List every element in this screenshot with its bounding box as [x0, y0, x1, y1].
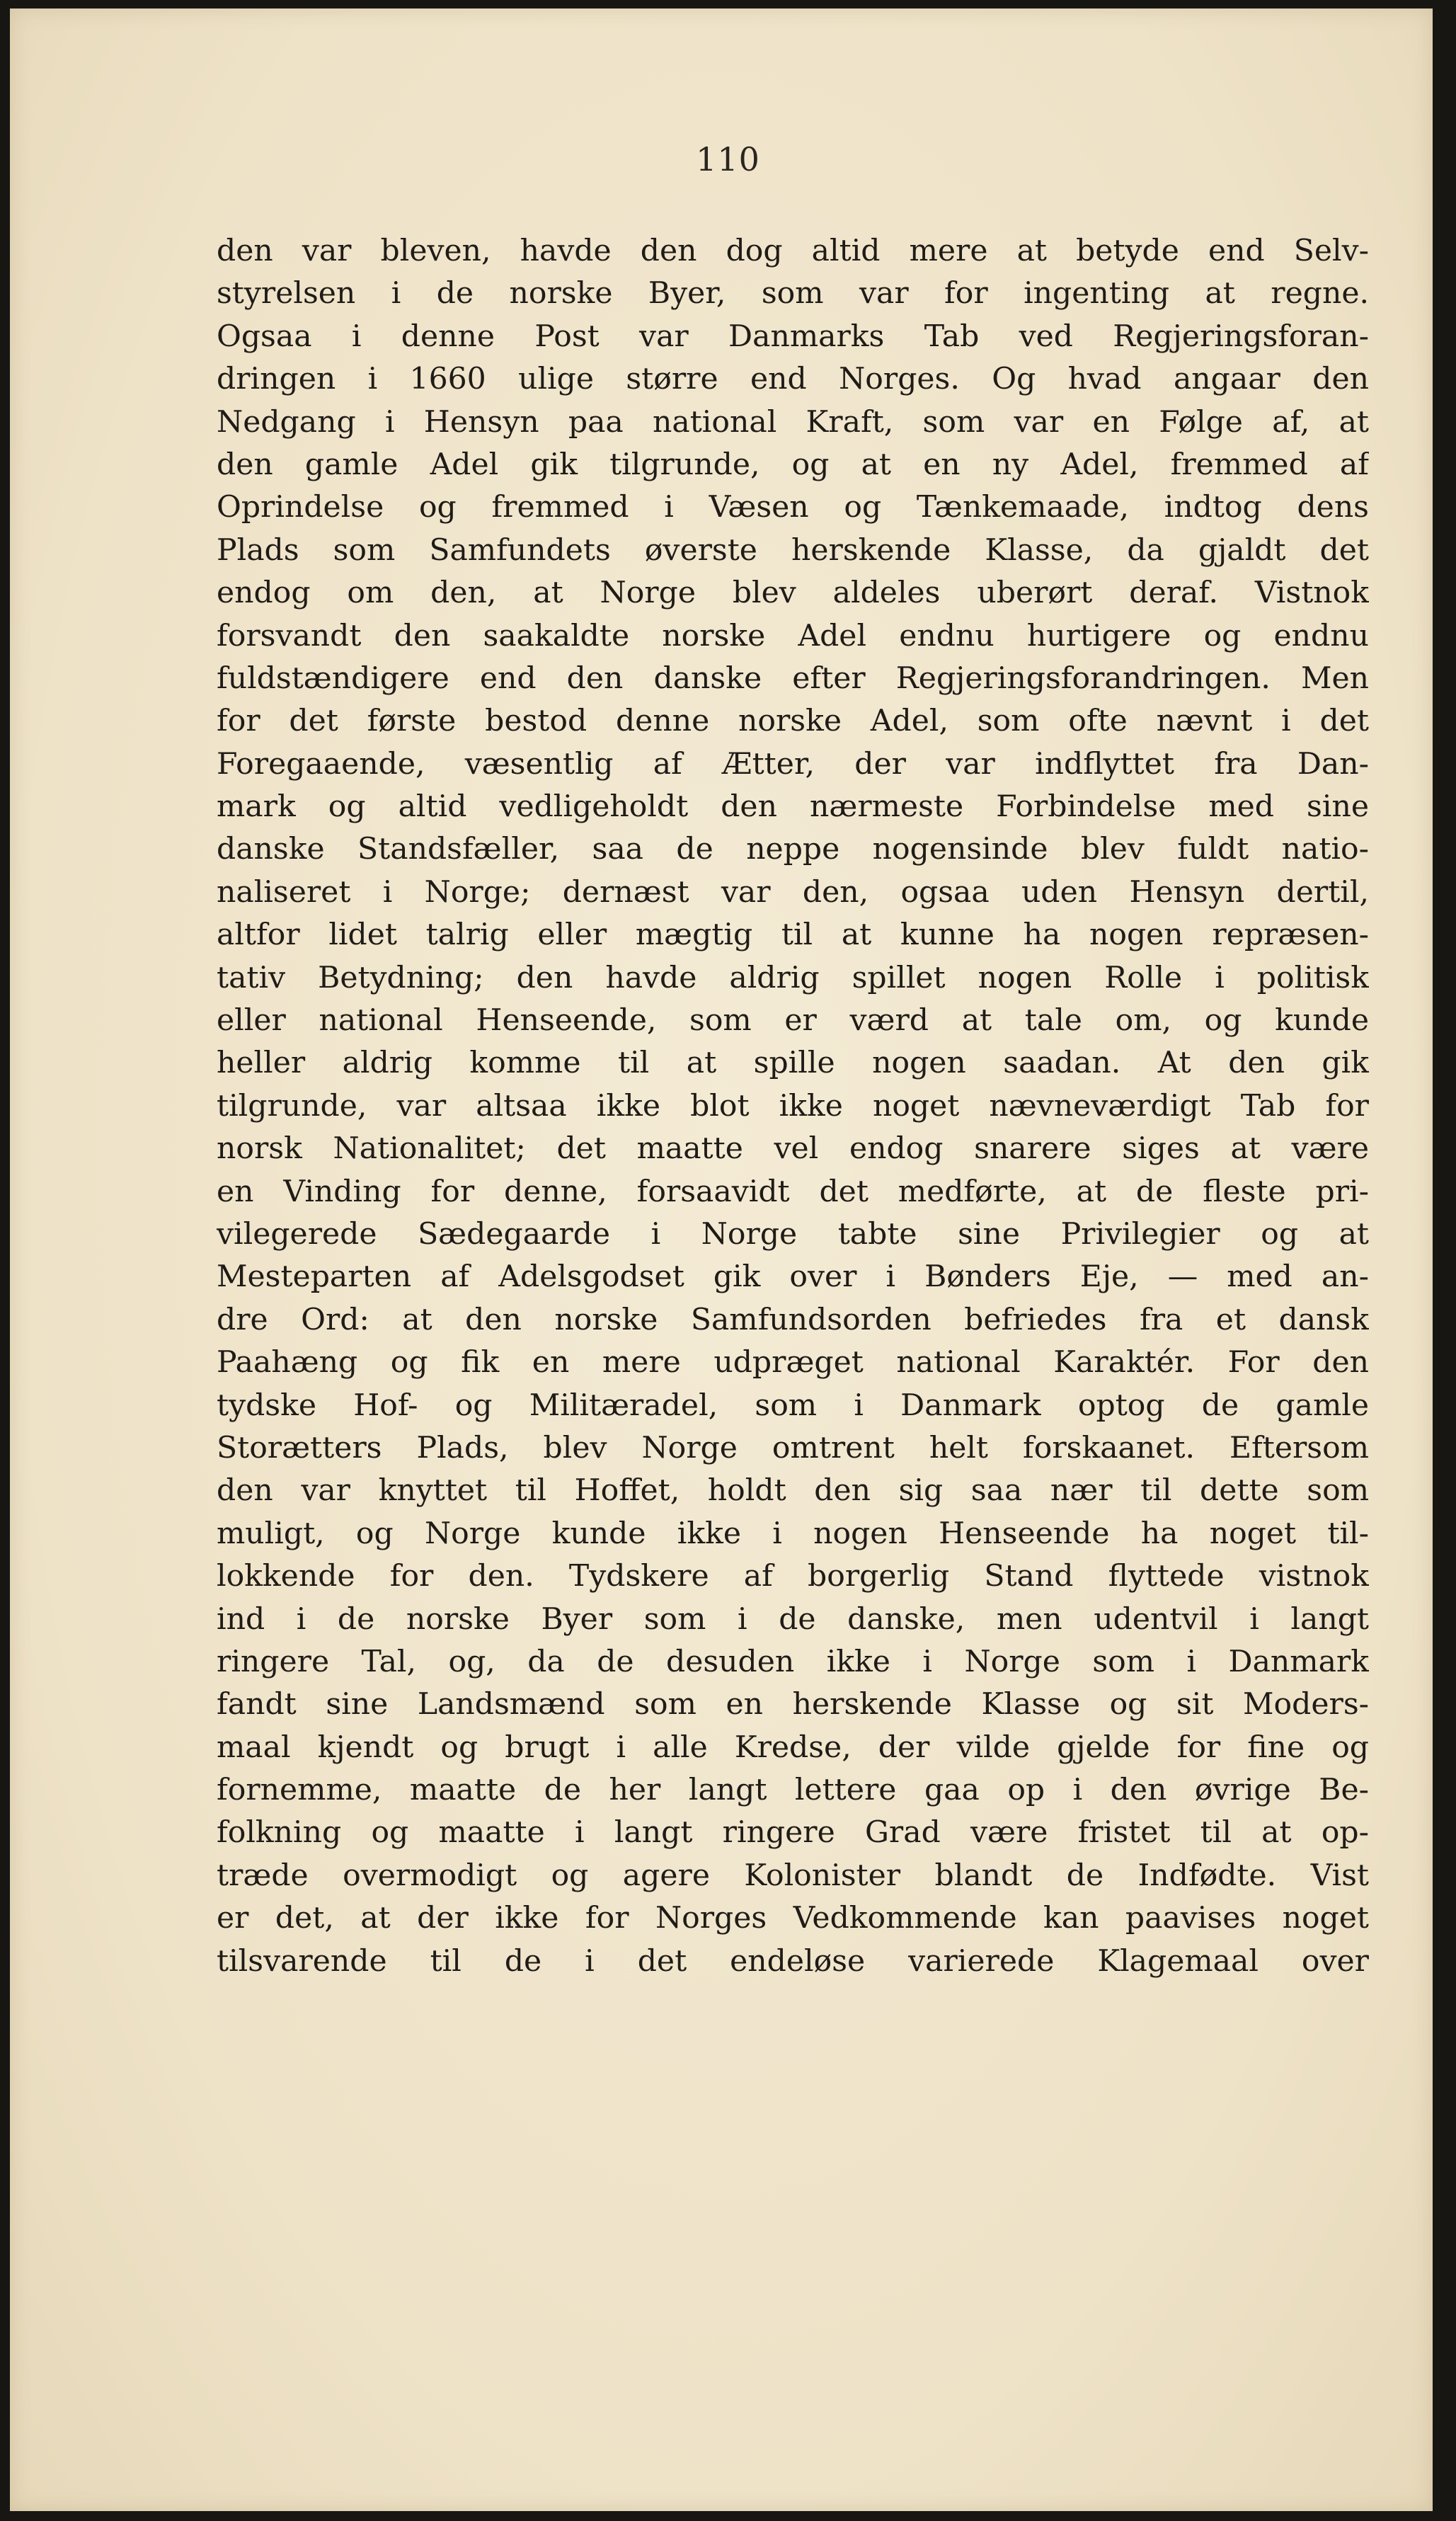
text-line: for det første bestod denne norske Adel, som ofte nævnt i det	[217, 704, 1369, 739]
text-line: Paahæng og fik en mere udpræget national Karaktér. For den	[217, 1345, 1369, 1380]
text-line: er det, at der ikke for Norges Vedkommende kan paavises noget	[217, 1901, 1369, 1936]
text-line: tydske Hof- og Militæradel, som i Danmark optog de gamle	[217, 1388, 1369, 1423]
text-line: Oprindelse og fremmed i Væsen og Tænkemaade, indtog dens	[217, 490, 1369, 525]
text-line: eller national Henseende, som er værd at tale om, og kunde	[217, 1003, 1369, 1039]
text-line: heller aldrig komme til at spille nogen saadan. At den gik	[217, 1046, 1369, 1081]
text-line: Ogsaa i denne Post var Danmarks Tab ved Regjeringsforan-	[217, 319, 1369, 354]
text-line: ringere Tal, og, da de desuden ikke i Norge som i Danmark	[217, 1644, 1369, 1679]
text-line: danske Standsfæller, saa de neppe nogensinde blev fuldt natio-	[217, 832, 1369, 867]
text-line: tilgrunde, var altsaa ikke blot ikke noget nævneværdigt Tab for	[217, 1088, 1369, 1124]
text-line: muligt, og Norge kunde ikke i nogen Henseende ha noget til-	[217, 1516, 1369, 1551]
text-line: mark og altid vedligeholdt den nærmeste Forbindelse med sine	[217, 789, 1369, 825]
body-text	[217, 230, 1369, 1983]
text-line: Mesteparten af Adelsgodset gik over i Bønders Eje, — med an-	[217, 1259, 1369, 1295]
text-line: tilsvarende til de i det endeløse varierede Klagemaal over	[217, 1943, 1369, 1979]
text-line: maal kjendt og brugt i alle Kredse, der vilde gjelde for fine og	[217, 1730, 1369, 1765]
text-line: forsvandt den saakaldte norske Adel endnu hurtigere og endnu	[217, 618, 1369, 653]
text-line: Foregaaende, væsentlig af Ætter, der var indflyttet fra Dan-	[217, 746, 1369, 782]
page-number: 110	[696, 140, 760, 178]
text-line: naliseret i Norge; dernæst var den, ogsaa uden Hensyn dertil,	[217, 874, 1369, 910]
text-line: vilegerede Sædegaarde i Norge tabte sine Privilegier og at	[217, 1216, 1369, 1252]
text-line: dre Ord: at den norske Samfundsorden befriedes fra et dansk	[217, 1302, 1369, 1337]
text-line: Nedgang i Hensyn paa national Kraft, som var en Følge af, at	[217, 404, 1369, 440]
text-line: styrelsen i de norske Byer, som var for ingenting at regne.	[217, 276, 1369, 311]
text-line: folkning og maatte i langt ringere Grad være fristet til at op-	[217, 1815, 1369, 1851]
text-line: tativ Betydning; den havde aldrig spillet nogen Rolle i politisk	[217, 960, 1369, 995]
text-line: altfor lidet talrig eller mægtig til at kunne ha nogen repræsen-	[217, 917, 1369, 953]
text-line: den gamle Adel gik tilgrunde, og at en ny Adel, fremmed af	[217, 447, 1369, 482]
text-line: fornemme, maatte de her langt lettere gaa op i den øvrige Be-	[217, 1773, 1369, 1808]
text-line: den var knyttet til Hoffet, holdt den sig saa nær til dette som	[217, 1473, 1369, 1509]
text-line: endog om den, at Norge blev aldeles uberørt deraf. Vistnok	[217, 576, 1369, 611]
text-line: den var bleven, havde den dog altid mere at betyde end Selv-	[217, 234, 1369, 268]
text-line: træde overmodigt og agere Kolonister blandt de Indfødte. Vist	[217, 1858, 1369, 1893]
text-line: norsk Nationalitet; det maatte vel endog snarere siges at være	[217, 1131, 1369, 1167]
text-line: ind i de norske Byer som i de danske, men udentvil i langt	[217, 1601, 1369, 1637]
text-line: fandt sine Landsmænd som en herskende Klasse og sit Moders-	[217, 1687, 1369, 1722]
text-line: Storætters Plads, blev Norge omtrent helt forskaanet. Eftersom	[217, 1430, 1369, 1465]
text-line: Plads som Samfundets øverste herskende Klasse, da gjaldt det	[217, 532, 1369, 568]
text-line: fuldstændigere end den danske efter Regjeringsforandringen. Men	[217, 661, 1369, 696]
text-line: lokkende for den. Tydskere af borgerlig Stand flyttede vistnok	[217, 1559, 1369, 1594]
text-line: en Vinding for denne, forsaavidt det medførte, at de fleste pri-	[217, 1174, 1369, 1209]
text-line: dringen i 1660 ulige større end Norges. Og hvad angaar den	[217, 362, 1369, 397]
